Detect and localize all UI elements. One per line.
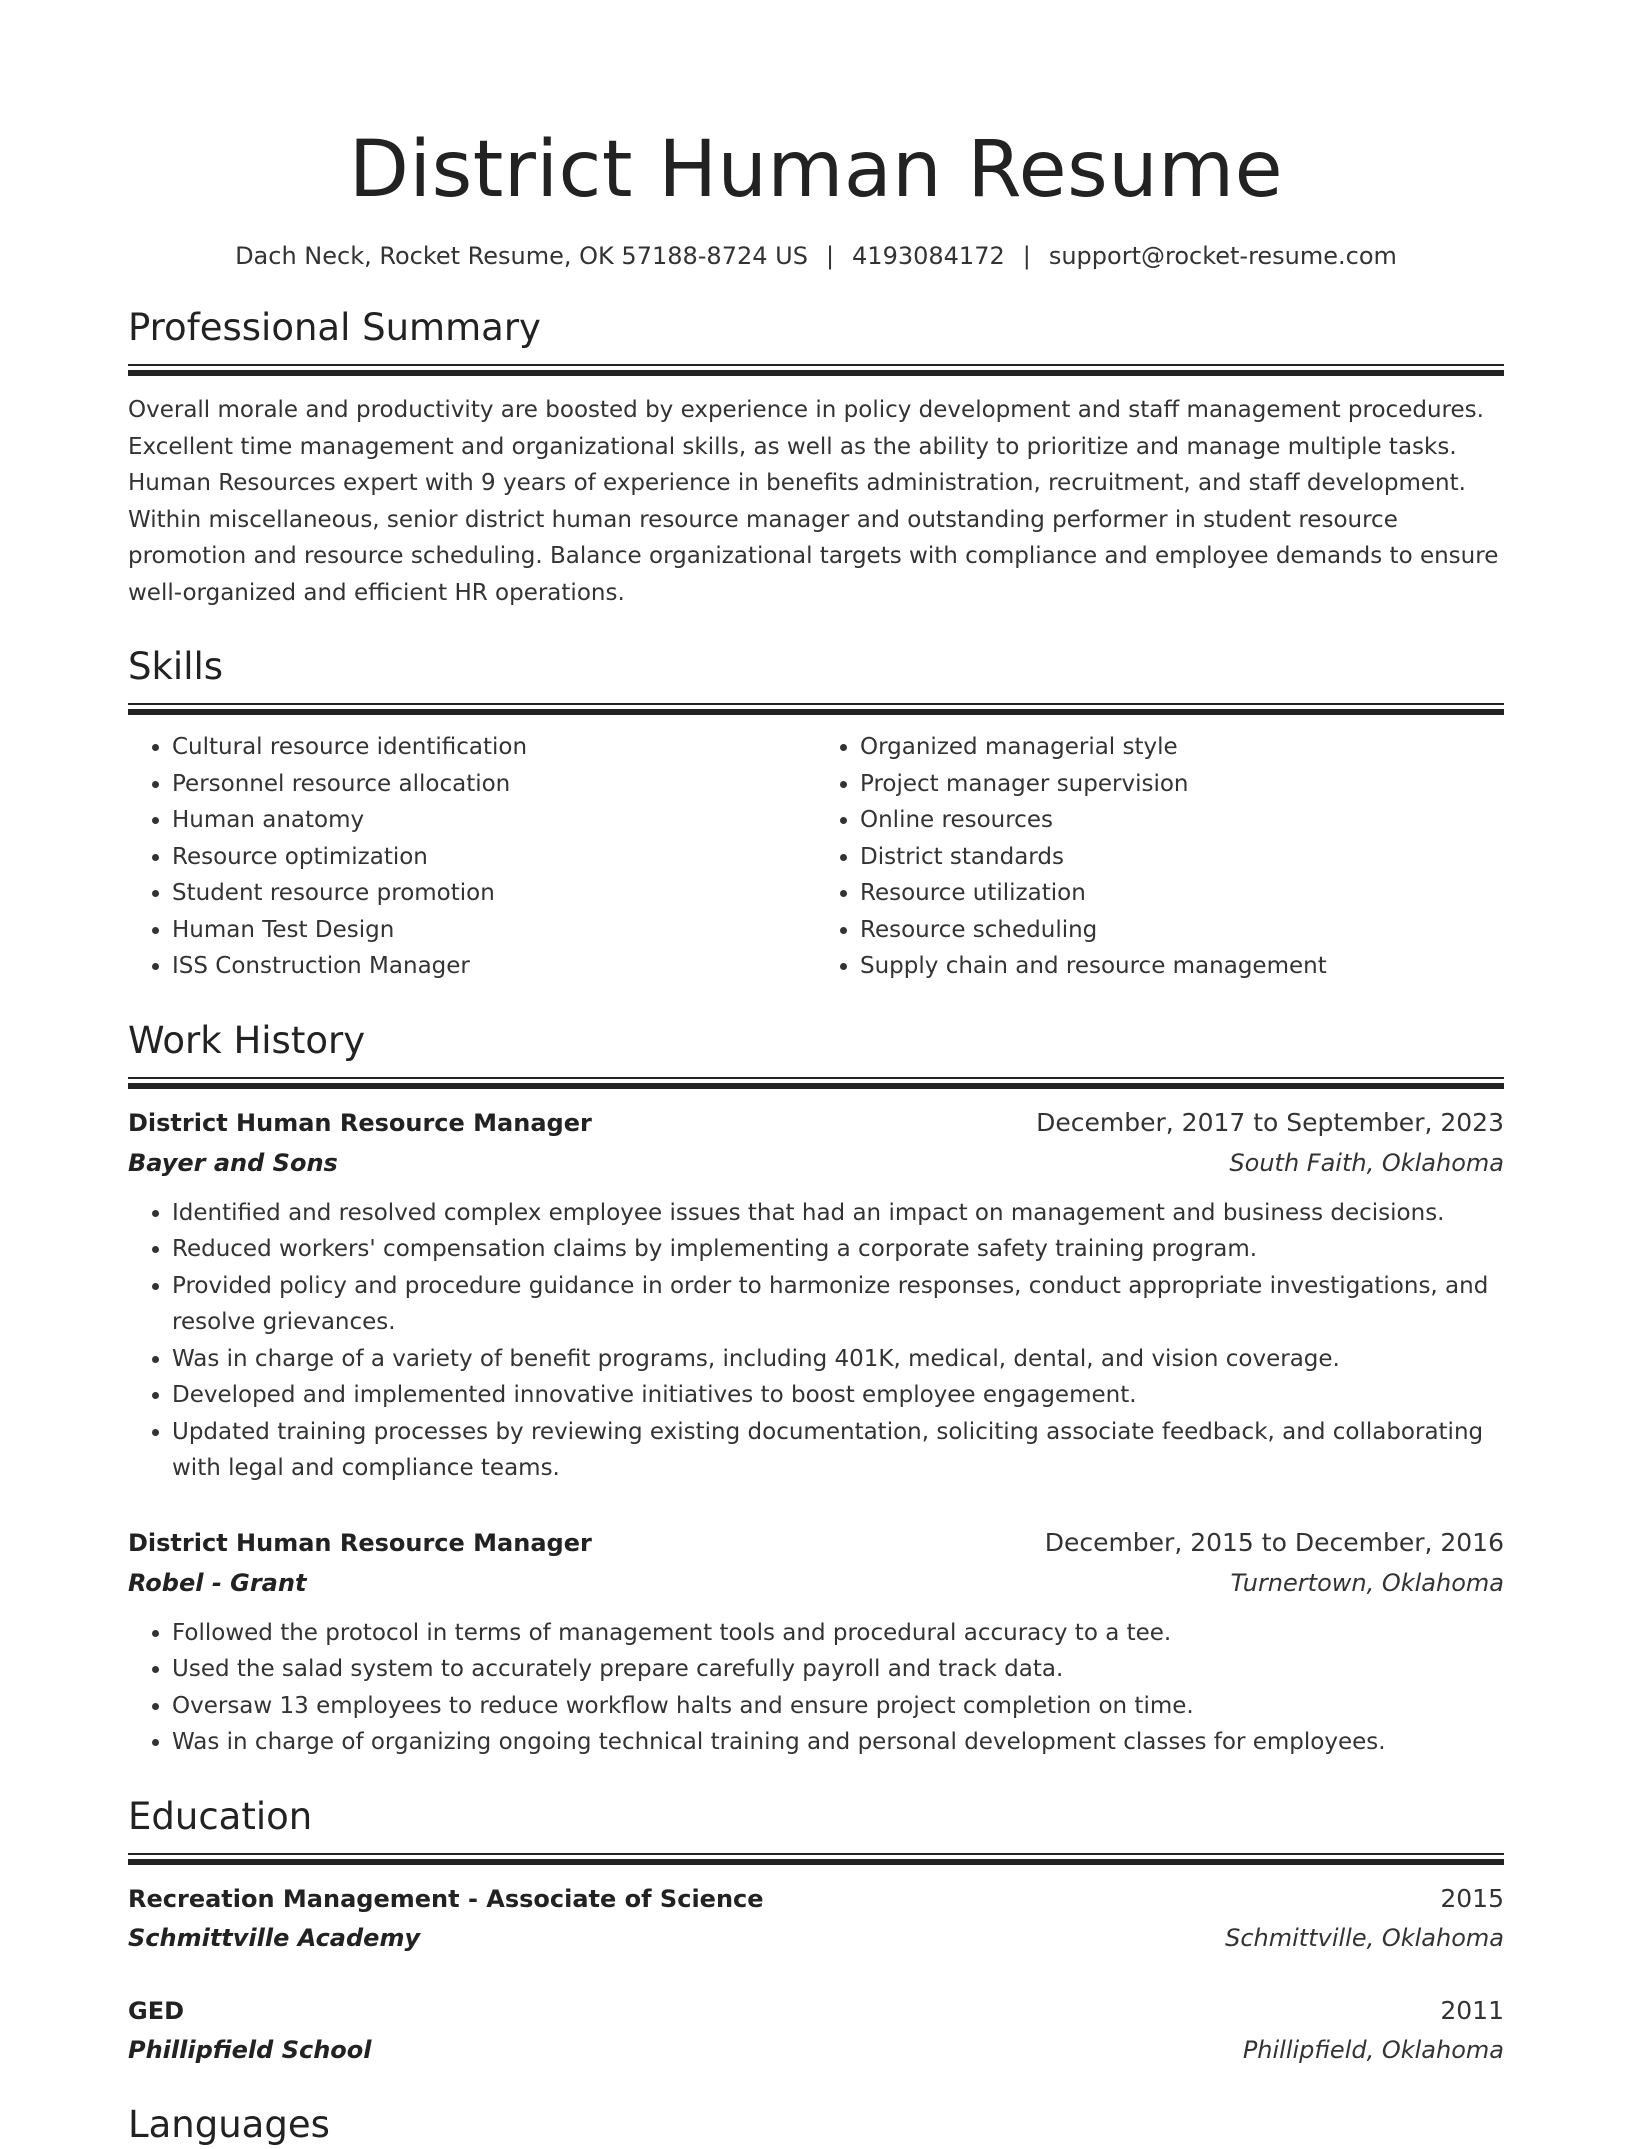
skill-item: • Online resources bbox=[860, 802, 1504, 839]
skill-item: • Human anatomy bbox=[172, 802, 816, 839]
skills-section bbox=[128, 643, 1504, 985]
job-employer: Bayer and Sons bbox=[128, 1148, 338, 1177]
job-bullets bbox=[128, 1615, 1504, 1761]
education-year: 2015 bbox=[1440, 1883, 1504, 1913]
work-history-section bbox=[128, 1017, 1504, 1761]
languages-section bbox=[128, 2101, 1504, 2149]
job-bullet: • Developed and implemented innovative initiatives to boost employee engagement. bbox=[172, 1377, 1504, 1414]
resume-name: District Human Resume bbox=[348, 125, 1284, 215]
contact-phone: 4193084172 bbox=[852, 242, 1005, 270]
education-header bbox=[128, 1879, 1504, 1919]
skills-columns bbox=[128, 729, 1504, 985]
skill-item: • Human Test Design bbox=[172, 912, 816, 949]
section-divider bbox=[128, 1853, 1504, 1865]
skill-item: • Organized managerial style bbox=[860, 729, 1504, 766]
job-location: South Faith, Oklahoma bbox=[1229, 1148, 1504, 1177]
skills-list-right bbox=[816, 729, 1504, 985]
contact-separator: | bbox=[1022, 242, 1031, 270]
job-bullet: • Identified and resolved complex employee issues that had an impact on management and business decisions. bbox=[172, 1195, 1504, 1232]
skill-item: • Student resource promotion bbox=[172, 875, 816, 912]
education-section bbox=[128, 1793, 1504, 2069]
section-title-summary: Professional Summary bbox=[128, 306, 541, 349]
summary-section bbox=[128, 304, 1504, 611]
skill-item: • Supply chain and resource management bbox=[860, 948, 1504, 985]
job-entry bbox=[128, 1103, 1504, 1487]
skill-item: • District standards bbox=[860, 839, 1504, 876]
job-employer: Robel - Grant bbox=[128, 1568, 307, 1597]
skill-item: • Personnel resource allocation bbox=[172, 766, 816, 803]
section-title-languages: Languages bbox=[128, 2102, 330, 2146]
education-degree: Recreation Management - Associate of Science bbox=[128, 1884, 764, 1913]
section-title-skills: Skills bbox=[128, 645, 224, 688]
job-bullet: • Provided policy and procedure guidance in order to harmonize responses, conduct appropriate investigations, and resolve grievances. bbox=[172, 1268, 1504, 1341]
section-divider bbox=[128, 364, 1504, 376]
job-subheader bbox=[128, 1143, 1504, 1183]
section-divider bbox=[128, 703, 1504, 715]
contact-separator: | bbox=[825, 242, 835, 270]
job-bullet: • Reduced workers' compensation claims by implementing a corporate safety training program. bbox=[172, 1231, 1504, 1268]
education-subheader bbox=[128, 2031, 1504, 2069]
section-divider bbox=[128, 1077, 1504, 1089]
job-location: Turnertown, Oklahoma bbox=[1230, 1568, 1504, 1597]
skill-item: • Resource utilization bbox=[860, 875, 1504, 912]
job-subheader bbox=[128, 1563, 1504, 1603]
job-bullet: • Used the salad system to accurately prepare carefully payroll and track data. bbox=[172, 1651, 1504, 1688]
contact-line bbox=[128, 240, 1504, 272]
education-location: Schmittville, Oklahoma bbox=[1225, 1923, 1504, 1952]
skills-list-left bbox=[128, 729, 816, 985]
education-header bbox=[128, 1991, 1504, 2031]
job-bullet: • Oversaw 13 employees to reduce workflow halts and ensure project completion on time. bbox=[172, 1688, 1504, 1725]
job-dates: December, 2017 to September, 2023 bbox=[1036, 1107, 1504, 1137]
education-degree: GED bbox=[128, 1996, 185, 2025]
job-bullet: • Was in charge of a variety of benefit programs, including 401K, medical, dental, and vision coverage. bbox=[172, 1341, 1504, 1378]
skill-item: • Cultural resource identification bbox=[172, 729, 816, 766]
skill-item: • Resource optimization bbox=[172, 839, 816, 876]
job-bullets bbox=[128, 1195, 1504, 1487]
education-school: Phillipfield School bbox=[128, 2035, 372, 2064]
job-bullet: • Followed the protocol in terms of management tools and procedural accuracy to a tee. bbox=[172, 1615, 1504, 1652]
contact-email[interactable]: support@rocket-resume.com bbox=[1048, 242, 1397, 270]
section-title-education: Education bbox=[128, 1794, 313, 1838]
education-year: 2011 bbox=[1440, 1995, 1504, 2025]
contact-address: Dach Neck, Rocket Resume, OK 57188-8724 US bbox=[235, 242, 808, 270]
section-title-work-history: Work History bbox=[128, 1018, 366, 1062]
resume-content bbox=[128, 120, 1504, 2149]
job-entry bbox=[128, 1523, 1504, 1761]
skill-item: • Resource scheduling bbox=[860, 912, 1504, 949]
job-bullet: • Was in charge of organizing ongoing technical training and personal development classes for employees. bbox=[172, 1724, 1504, 1761]
education-entry bbox=[128, 1991, 1504, 2069]
job-title: District Human Resource Manager bbox=[128, 1528, 592, 1557]
education-subheader bbox=[128, 1919, 1504, 1957]
education-school: Schmittville Academy bbox=[128, 1923, 421, 1952]
skill-item: • Project manager supervision bbox=[860, 766, 1504, 803]
job-dates: December, 2015 to December, 2016 bbox=[1044, 1527, 1504, 1557]
education-entry bbox=[128, 1879, 1504, 1957]
skill-item: • ISS Construction Manager bbox=[172, 948, 816, 985]
job-header bbox=[128, 1523, 1504, 1563]
job-bullet: • Updated training processes by reviewing existing documentation, soliciting associate feedback, and collaborating with legal and compliance teams. bbox=[172, 1414, 1504, 1487]
summary-text: Overall morale and productivity are boosted by experience in policy development and staff management procedures. Excellent time management and organizational skills, as well as the ability to prioritize and manage multiple tasks. Human Resources expert with 9 years of experience in benefits administration, recruitment, and staff development. Within miscellaneous, senior district human resource manager and outstanding performer in student resource promotion and resource scheduling. Balance organizational targets with compliance and employee demands to ensure well-organized and efficient HR operations. bbox=[128, 397, 1499, 606]
education-location: Phillipfield, Oklahoma bbox=[1242, 2035, 1504, 2064]
job-title: District Human Resource Manager bbox=[128, 1108, 592, 1137]
job-header bbox=[128, 1103, 1504, 1143]
